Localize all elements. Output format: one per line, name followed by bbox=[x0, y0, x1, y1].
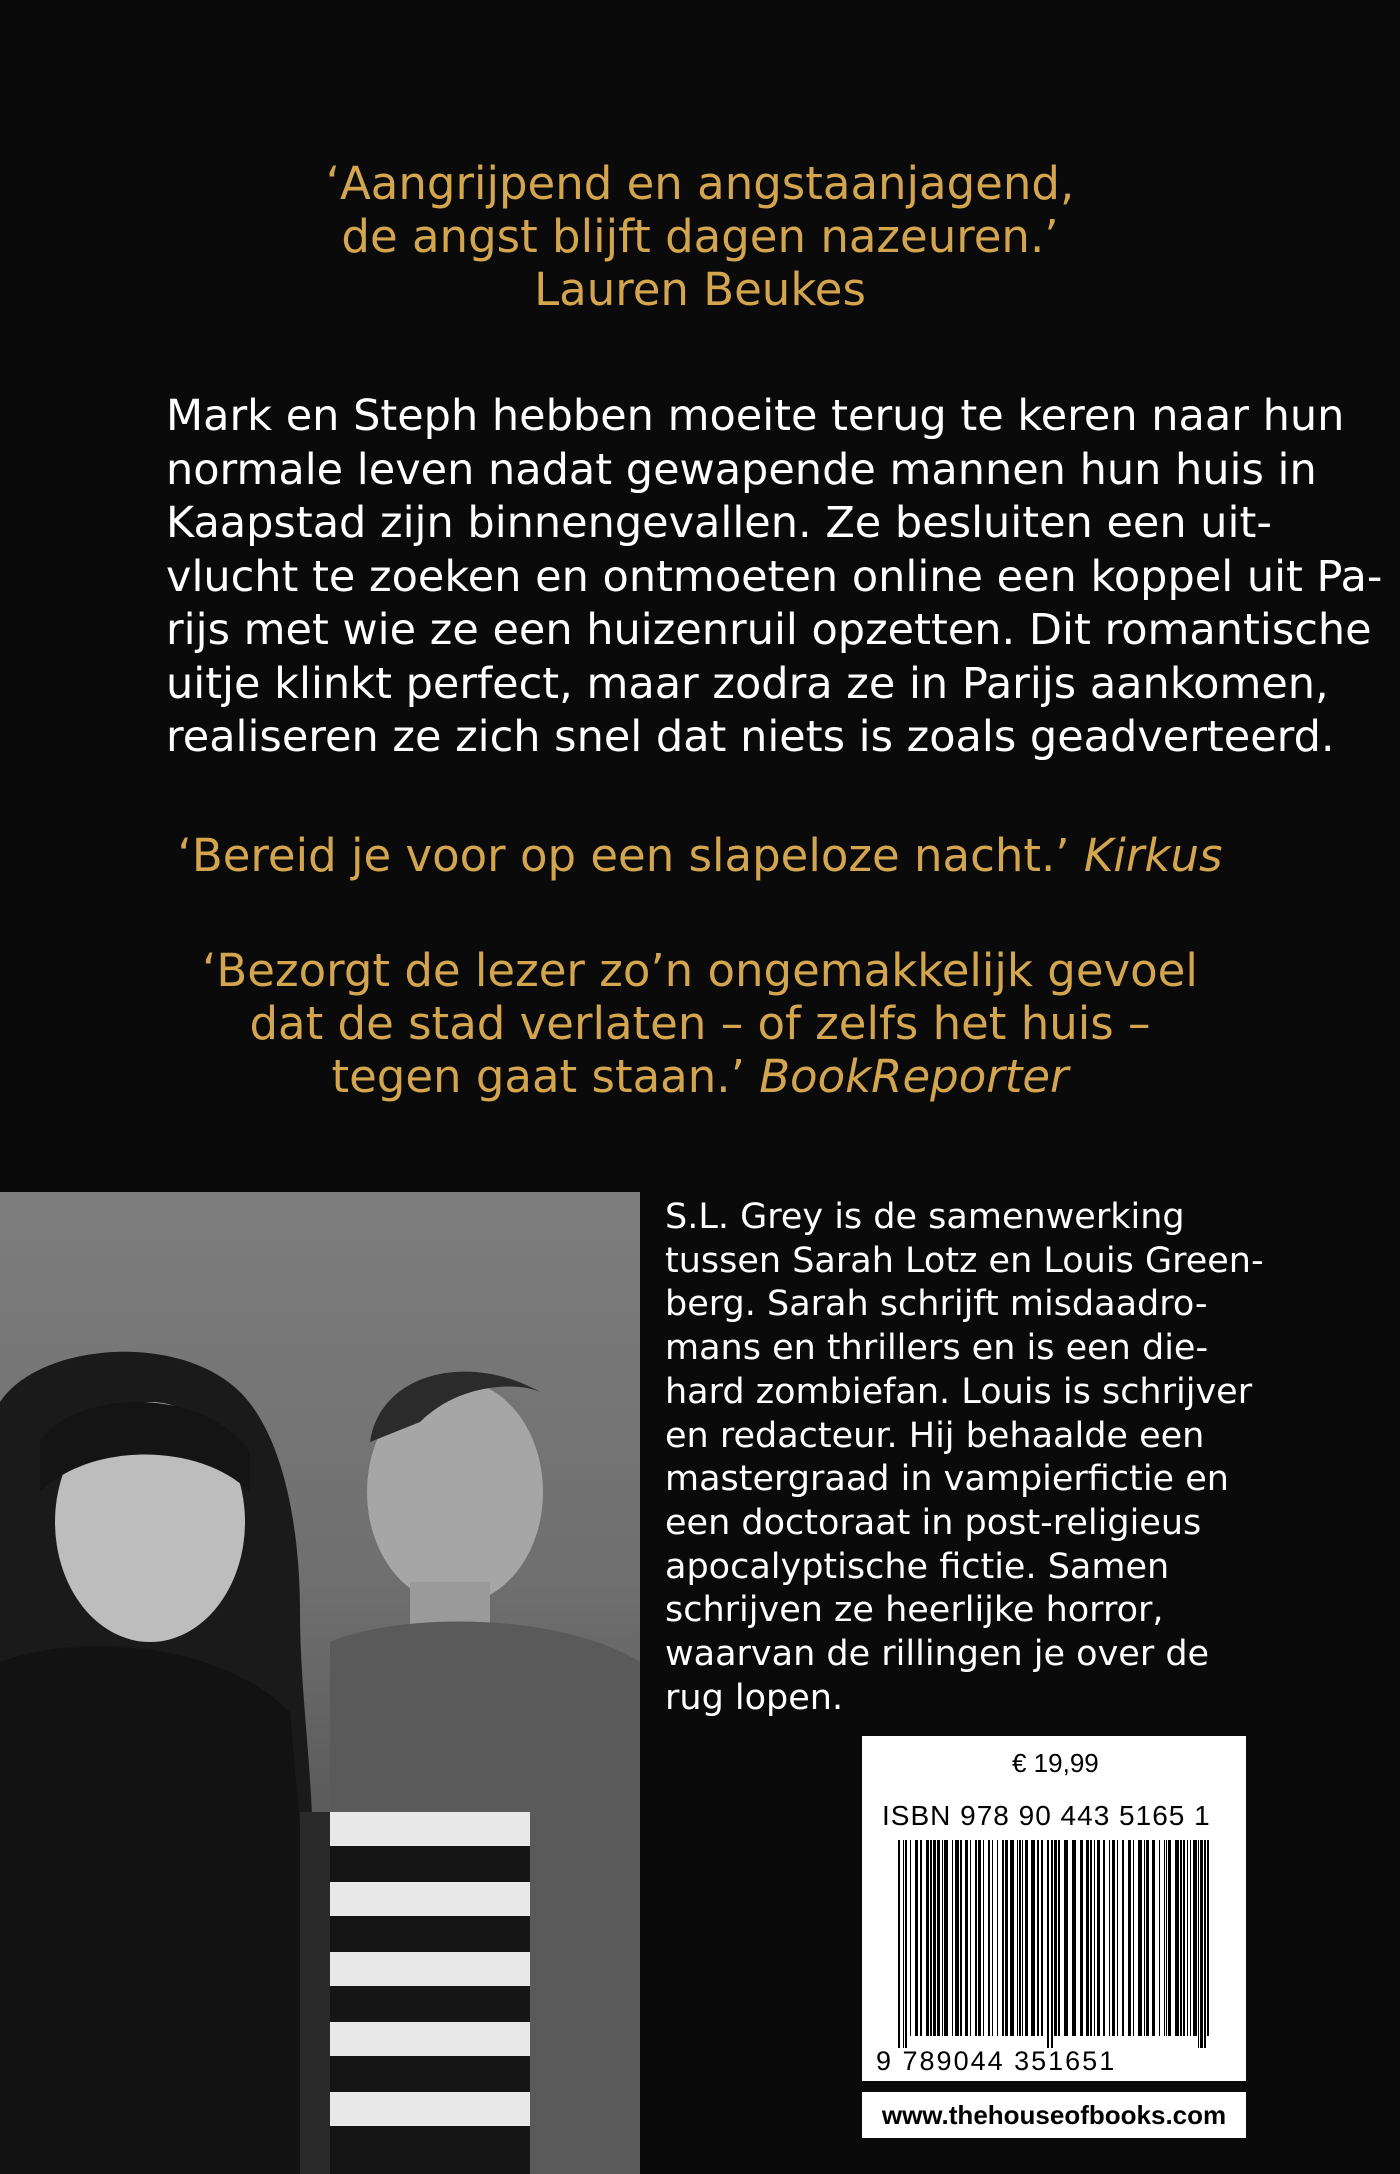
publisher-website: www.thehouseofbooks.com bbox=[862, 2092, 1246, 2138]
barcode-bar bbox=[992, 1840, 993, 2036]
barcode-bar bbox=[1058, 1840, 1060, 2036]
barcode-box bbox=[862, 1736, 1246, 2081]
blurb-line: Kaapstad zijn binnengevallen. Ze besluiten een uit- bbox=[166, 498, 1272, 548]
quote-line: tegen gaat staan.’ bbox=[331, 1050, 760, 1103]
quote-bookreporter bbox=[0, 944, 1400, 1103]
bio-line: een doctoraat in post-religieus bbox=[665, 1502, 1202, 1543]
bio-line: rug lopen. bbox=[665, 1677, 844, 1718]
barcode-bar bbox=[1086, 1840, 1089, 2036]
barcode-bar bbox=[1112, 1840, 1115, 2036]
bio-line: schrijven ze heerlijke horror, bbox=[665, 1590, 1164, 1631]
quote-kirkus bbox=[0, 829, 1400, 882]
quote-line: ‘Aangrijpend en angstaanjagend, bbox=[325, 157, 1075, 210]
author-photo bbox=[0, 1192, 640, 2174]
bio-line: mans en thrillers en is een die- bbox=[665, 1328, 1209, 1369]
barcode-bar bbox=[970, 1840, 971, 2036]
barcode-bar bbox=[1190, 1840, 1191, 2036]
barcode-bar bbox=[1103, 1840, 1105, 2036]
barcode-bar bbox=[1133, 1840, 1134, 2036]
bio-line: en redacteur. Hij behaalde een bbox=[665, 1415, 1205, 1456]
quote-line: de angst blijft dagen nazeuren.’ bbox=[341, 210, 1059, 263]
barcode-bar bbox=[944, 1840, 948, 2036]
barcode-bar bbox=[1072, 1840, 1076, 2036]
quote-text: ‘Bereid je voor op een slapeloze nacht.’ bbox=[177, 829, 1084, 882]
barcode-bar bbox=[1164, 1840, 1165, 2036]
barcode-bar bbox=[1175, 1840, 1179, 2036]
barcode-bar bbox=[1200, 1840, 1203, 2048]
barcode-bar bbox=[1138, 1840, 1142, 2036]
bio-line: mastergraad in vampierfictie en bbox=[665, 1459, 1229, 1500]
quote-source: BookReporter bbox=[759, 1050, 1069, 1103]
barcode-bar bbox=[1207, 1840, 1209, 2036]
barcode-bar bbox=[1144, 1840, 1145, 2036]
blurb-line: Mark en Steph hebben moeite terug te keren naar hun bbox=[166, 391, 1345, 441]
barcode-bar bbox=[1097, 1840, 1100, 2036]
barcode-bar bbox=[997, 1840, 998, 2036]
bio-line: hard zombiefan. Louis is schrijver bbox=[665, 1371, 1253, 1412]
barcode-bar bbox=[898, 1840, 900, 2048]
barcode-bar bbox=[978, 1840, 981, 2036]
barcode-bar bbox=[920, 1840, 922, 2036]
author-bio bbox=[665, 1196, 1264, 1720]
barcode-digits: 9 789044 351651 bbox=[876, 2046, 1117, 2076]
blurb-paragraph bbox=[166, 390, 1383, 765]
barcode-bar bbox=[1005, 1840, 1008, 2036]
barcode-bar bbox=[1204, 1840, 1206, 2048]
barcode-bar bbox=[1041, 1840, 1043, 2036]
barcode-bar bbox=[1122, 1840, 1124, 2036]
quote-source: Kirkus bbox=[1083, 829, 1223, 882]
barcode-bar bbox=[933, 1840, 936, 2036]
barcode-bar bbox=[1117, 1840, 1118, 2036]
barcode-bar bbox=[1094, 1840, 1095, 2036]
barcode-bar bbox=[1128, 1840, 1131, 2036]
barcode-bar bbox=[942, 1840, 943, 2036]
quote-line: ‘Bezorgt de lezer zo’n ongemakkelijk gevoel bbox=[202, 944, 1198, 997]
blurb-line: normale leven nadat gewapende mannen hun huis in bbox=[166, 444, 1317, 495]
blurb-line: uitje klinkt perfect, maar zodra ze in Parijs aankomen, bbox=[166, 658, 1329, 709]
blurb-line: realiseren ze zich snel dat niets is zoals geadverteerd. bbox=[166, 712, 1335, 762]
barcode-bar bbox=[1017, 1840, 1018, 2036]
quote-line: dat de stad verlaten – of zelfs het huis – bbox=[249, 997, 1151, 1050]
barcode-bar bbox=[1168, 1840, 1171, 2036]
barcode-bar bbox=[955, 1840, 959, 2036]
barcode-bar bbox=[910, 1840, 911, 2036]
barcode-bar bbox=[1002, 1840, 1004, 2036]
author-photo-illustration bbox=[0, 1192, 640, 2174]
quote-lauren-beukes bbox=[0, 157, 1400, 316]
barcode-bar bbox=[965, 1840, 968, 2036]
barcode-bar bbox=[1031, 1840, 1035, 2036]
barcode-bar bbox=[952, 1840, 953, 2036]
barcode-bar bbox=[1051, 1840, 1053, 2048]
barcode-bar bbox=[903, 1840, 904, 2048]
barcode-bars bbox=[898, 1840, 1210, 2048]
barcode-bar bbox=[915, 1840, 918, 2036]
barcode-bar bbox=[1146, 1840, 1149, 2036]
isbn-label: ISBN 978 90 443 5165 1 bbox=[882, 1800, 1211, 1831]
blurb-line: rijs met wie ze een huizenruil opzetten. Dit romantische bbox=[166, 605, 1372, 655]
barcode-bar bbox=[1019, 1840, 1021, 2036]
barcode-bar bbox=[1183, 1840, 1185, 2036]
barcode-bar bbox=[975, 1840, 977, 2036]
barcode-bar bbox=[1090, 1840, 1092, 2036]
barcode-bar bbox=[1198, 1840, 1199, 2048]
bio-line: S.L. Grey is de samenwerking bbox=[665, 1197, 1185, 1237]
barcode-bar bbox=[930, 1840, 932, 2036]
bio-line: tussen Sarah Lotz en Louis Green- bbox=[665, 1240, 1264, 1281]
barcode-bar bbox=[1047, 1840, 1049, 2048]
barcode-bar bbox=[1025, 1840, 1028, 2036]
barcode-bar bbox=[1109, 1840, 1110, 2036]
barcode-bar bbox=[983, 1840, 984, 2036]
barcode-bar bbox=[1064, 1840, 1068, 2036]
barcode-bar bbox=[1080, 1840, 1083, 2036]
barcode-bar bbox=[926, 1840, 929, 2036]
barcode-bar bbox=[1193, 1840, 1197, 2036]
barcode-bar bbox=[1022, 1840, 1023, 2036]
barcode-bar bbox=[960, 1840, 962, 2036]
barcode-bar bbox=[1187, 1840, 1188, 2036]
barcode-bar bbox=[1166, 1840, 1167, 2036]
barcode-bar bbox=[905, 1840, 907, 2048]
bio-line: apocalyptische fictie. Samen bbox=[665, 1546, 1170, 1587]
barcode-bar bbox=[1159, 1840, 1160, 2036]
bio-line: berg. Sarah schrijft misdaadro- bbox=[665, 1284, 1208, 1325]
price-label: € 19,99 bbox=[1012, 1748, 1099, 1778]
blurb-line: vlucht te zoeken en ontmoeten online een koppel uit Pa- bbox=[166, 551, 1383, 602]
quote-attribution: Lauren Beukes bbox=[534, 263, 866, 316]
barcode-bar bbox=[1152, 1840, 1155, 2036]
barcode-bar bbox=[1037, 1840, 1039, 2036]
bio-line: waarvan de rillingen je over de bbox=[665, 1634, 1210, 1675]
barcode-bar bbox=[937, 1840, 940, 2036]
barcode-bar bbox=[988, 1840, 990, 2036]
barcode-bar bbox=[1054, 1840, 1057, 2036]
barcode-bar bbox=[1010, 1840, 1014, 2036]
barcode-bar bbox=[1180, 1840, 1182, 2036]
